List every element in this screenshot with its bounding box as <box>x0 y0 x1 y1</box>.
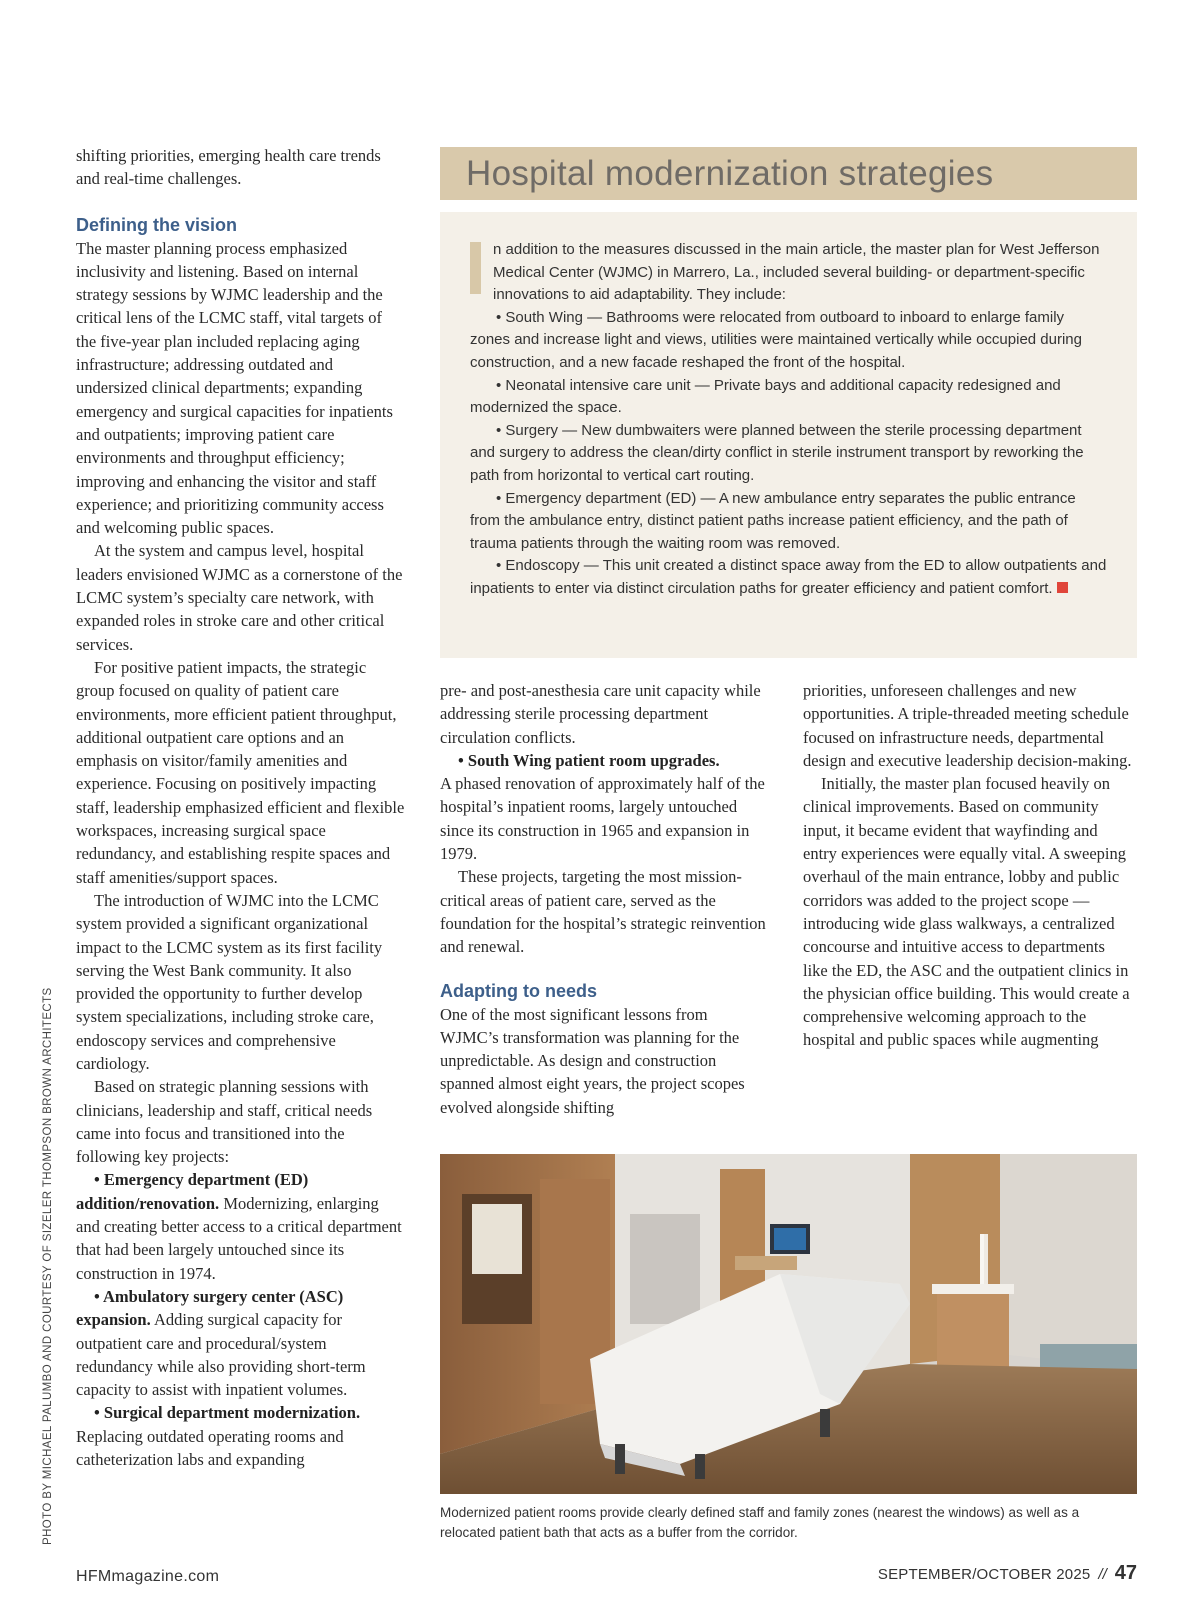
photo-credit: PHOTO BY MICHAEL PALUMBO AND COURTESY OF SIZELER THOMPSON BROWN ARCHITECTS <box>42 987 54 1545</box>
sidebar-intro <box>470 239 1107 307</box>
bullet-text: Replacing outdated operating rooms and catheterization labs and expanding <box>76 1426 344 1470</box>
bullet-paragraph <box>76 1168 406 1284</box>
sidebar-intro-text: n addition to the measures discussed in the main article, the master plan for West Jefferson Medical Center (WJMC) in Marrero, La., included several building- or department-specific innovations to aid adaptability. They include: <box>493 241 1100 304</box>
paragraph: pre- and post-anesthesia care unit capacity while addressing sterile processing department circulation conflicts. <box>440 681 761 747</box>
paragraph: Based on strategic planning sessions with clinicians, leadership and staff, critical needs came into focus and transitioned into the following key projects: <box>76 1077 373 1167</box>
paragraph: The introduction of WJMC into the LCMC system provided a significant organizational impact to the LCMC system as its first facility serving the West Bank community. It also provided the opportunity to further develop system specializations, including stroke care, endoscopy services and comprehensive cardiology. <box>76 890 383 1073</box>
article-column-1 <box>76 144 406 1471</box>
bullet-title: • Surgical department modernization. <box>94 1403 361 1423</box>
footer-site: HFMmagazine.com <box>76 1568 220 1585</box>
bullet-text: A phased renovation of approximately half of the hospital’s inpatient rooms, largely untouched since its construction in 1965 and expansion in 1979. <box>440 774 765 864</box>
sidebar-item: • Surgery — New dumbwaiters were planned between the sterile processing department and surgery to address the clean/dirty conflict in sterile instrument transport by reworking the path from horizontal to vertical cart routing. <box>470 421 1084 484</box>
bullet-title: • Emergency department (ED) addition/renovation. <box>76 1170 309 1213</box>
footer-separator: // <box>1098 1566 1107 1583</box>
paragraph: priorities, unforeseen challenges and new opportunities. A triple-threaded meeting schedule focused on infrastructure needs, departmental design and executive leadership decision-making. <box>803 681 1132 770</box>
paragraph: These projects, targeting the most mission-critical areas of patient care, served as the foundation for the hospital’s strategic reinvention and renewal. <box>440 867 766 957</box>
drop-cap-bar <box>470 242 481 294</box>
footer-date: SEPTEMBER/OCTOBER 2025 <box>877 1566 1091 1583</box>
sidebar-item: • Emergency department (ED) — A new ambulance entry separates the public entrance from the ambulance entry, distinct patient paths increase patient efficiency, and the path of trauma patients through the waiting room was removed. <box>470 489 1076 552</box>
sidebar-item <box>470 555 1107 600</box>
paragraph: Initially, the master plan focused heavily on clinical improvements. Based on community input, it became evident that wayfinding and entry experiences were equally vital. A sweeping overhaul of the main entrance, lobby and public corridors was added to the project scope — introducing wide glass walkways, a centralized concourse and intuitive access to departments like the ED, the ASC and the outpatient clinics in the physician office building. This would create a comprehensive welcoming approach to the hospital and public spaces while augmenting <box>803 774 1130 1050</box>
bullet-text: Modernizing, enlarging and creating better access to a critical department that had been largely untouched since its construction in 1974. <box>76 1193 402 1283</box>
section-heading-adapting-to-needs: Adapting to needs <box>440 980 597 1001</box>
sidebar-title-bar <box>440 147 1137 200</box>
sidebar-title: Hospital modernization strategies <box>466 153 994 193</box>
bullet-paragraph <box>76 1401 406 1471</box>
footer-info <box>878 1562 1137 1585</box>
paragraph: One of the most significant lessons from WJMC’s transformation was planning for the unpredictable. As design and construction spanned almost eight years, the project scopes evolved alongside shifting <box>440 1004 745 1117</box>
patient-room-illustration <box>440 1154 1137 1494</box>
paragraph: shifting priorities, emerging health care trends and real-time challenges. <box>76 146 381 189</box>
bullet-text: Adding surgical capacity for outpatient care and procedural/system redundancy while also providing short-term capacity to assist with inpatient volumes. <box>76 1310 366 1400</box>
sidebar-box <box>440 212 1137 658</box>
sidebar-item: • South Wing — Bathrooms were relocated from outboard to inboard to enlarge family zones and increase light and views, utilities were maintained vertically while occupied during construction, and a new facade reshaped the front of the hospital. <box>470 308 1082 371</box>
photo-caption: Modernized patient rooms provide clearly defined staff and family zones (nearest the windows) as well as a relocated patient bath that acts as a buffer from the corridor. <box>440 1505 1080 1540</box>
bullet-title: • South Wing patient room upgrades. <box>458 750 720 770</box>
bullet-paragraph <box>440 749 770 772</box>
section-heading-defining-the-vision: Defining the vision <box>76 214 238 235</box>
page-number: 47 <box>1114 1562 1137 1584</box>
sidebar-item: • Neonatal intensive care unit — Private bays and additional capacity redesigned and modernized the space. <box>470 376 1061 417</box>
patient-room-photo <box>440 1154 1137 1494</box>
article-column-3 <box>803 679 1133 1052</box>
paragraph: For positive patient impacts, the strategic group focused on quality of patient care environments, more efficient patient throughput, additional outpatient care options and an emphasis on visitor/family amenities and experience. Focusing on positively impacting staff, leadership emphasized efficient and flexible workspaces, increasing surgical space redundancy, and establishing respite spaces and staff amenities/support spaces. <box>76 657 405 887</box>
article-column-2 <box>440 679 770 1119</box>
bullet-title: • Ambulatory surgery center (ASC) expansion. <box>76 1286 344 1330</box>
paragraph: At the system and campus level, hospital leaders envisioned WJMC as a cornerstone of the LCMC system’s specialty care network, with expanded roles in stroke care and other critical services. <box>76 541 403 654</box>
sidebar-item-text: • Endoscopy — This unit created a distinct space away from the ED to allow outpatients and inpatients to enter via distinct circulation paths for greater efficiency and patient comfort. <box>470 557 1107 597</box>
end-mark-icon <box>1057 582 1068 593</box>
bullet-paragraph <box>76 1285 406 1401</box>
paragraph: The master planning process emphasized inclusivity and listening. Based on internal strategy sessions by WJMC leadership and the critical lens of the LCMC staff, vital targets of the five-year plan included replacing aging infrastructure; addressing outdated and undersized clinical departments; expanding emergency and surgical capacities for inpatients and outpatients; improving patient care environments and throughput efficiency; improving and enhancing the visitor and staff experience; and prioritizing community access and welcoming public spaces. <box>76 238 393 538</box>
